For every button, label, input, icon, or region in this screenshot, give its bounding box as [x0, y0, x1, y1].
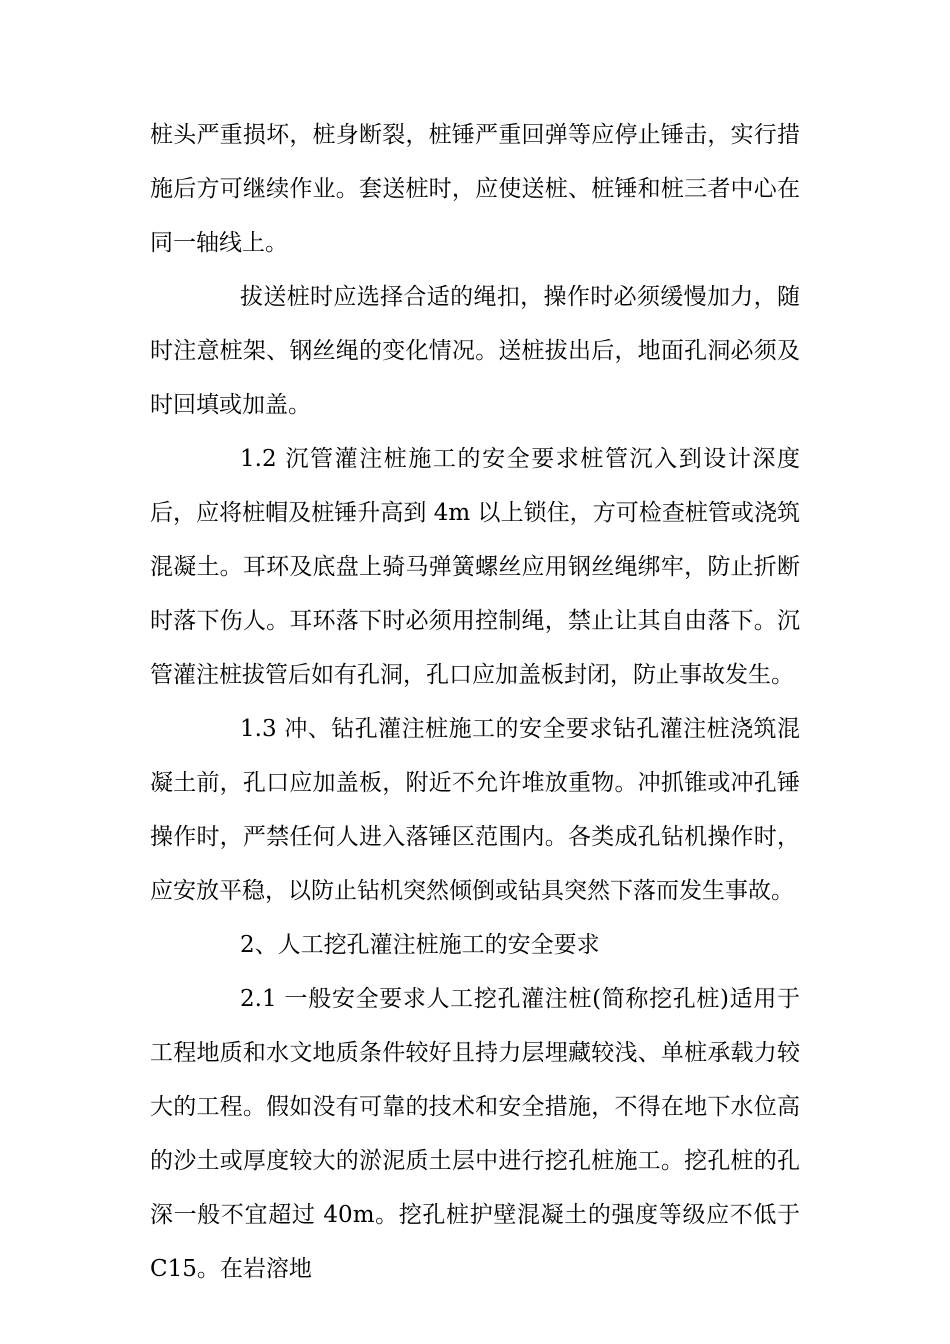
paragraph-section-1-3: 1.3 冲、钻孔灌注桩施工的安全要求钻孔灌注桩浇筑混凝土前，孔口应加盖板，附近不允许堆放重物。冲抓锥或冲孔锤操作时，严禁任何人进入落锤区范围内。各类成孔钻机操作时，应安放平稳，以防止钻机突然倾倒或钻具突然下落而发生事故。 — [150, 716, 800, 904]
section-heading-2: 2、人工挖孔灌注桩施工的安全要求 — [240, 932, 600, 958]
paragraph-section-2-1: 2.1 一般安全要求人工挖孔灌注桩(简称挖孔桩)适用于工程地质和水文地质条件较好且持力层埋藏较浅、单桩承载力较大的工程。假如没有可靠的技术和安全措施，不得在地下水位高的沙土或厚度较大的淤泥质土层中进行挖孔桩施工。挖孔桩的孔深一般不宜超过 40m。挖孔桩护壁混凝土的强度等级应不低于 C15。在岩溶地 — [150, 986, 800, 1282]
paragraph-section-1-2: 1.2 沉管灌注桩施工的安全要求桩管沉入到设计深度后，应将桩帽及桩锤升高到 4m 以上锁住，方可检查桩管或浇筑混凝土。耳环及底盘上骑马弹簧螺丝应用钢丝绳绑牢，防止折断时落下伤人。耳环落下时必须用控制绳，禁止让其自由落下。沉管灌注桩拔管后如有孔洞，孔口应加盖板封闭，防止事故发生。 — [150, 446, 800, 688]
paragraph-pull-pile: 拔送桩时应选择合适的绳扣，操作时必须缓慢加力，随时注意桩架、钢丝绳的变化情况。送桩拔出后，地面孔洞必须及时回填或加盖。 — [150, 284, 800, 418]
body-text — [150, 108, 800, 1296]
paragraph-continuation: 桩头严重损坏，桩身断裂，桩锤严重回弹等应停止锤击，实行措施后方可继续作业。套送桩时，应使送桩、桩锤和桩三者中心在同一轴线上。 — [150, 122, 800, 256]
